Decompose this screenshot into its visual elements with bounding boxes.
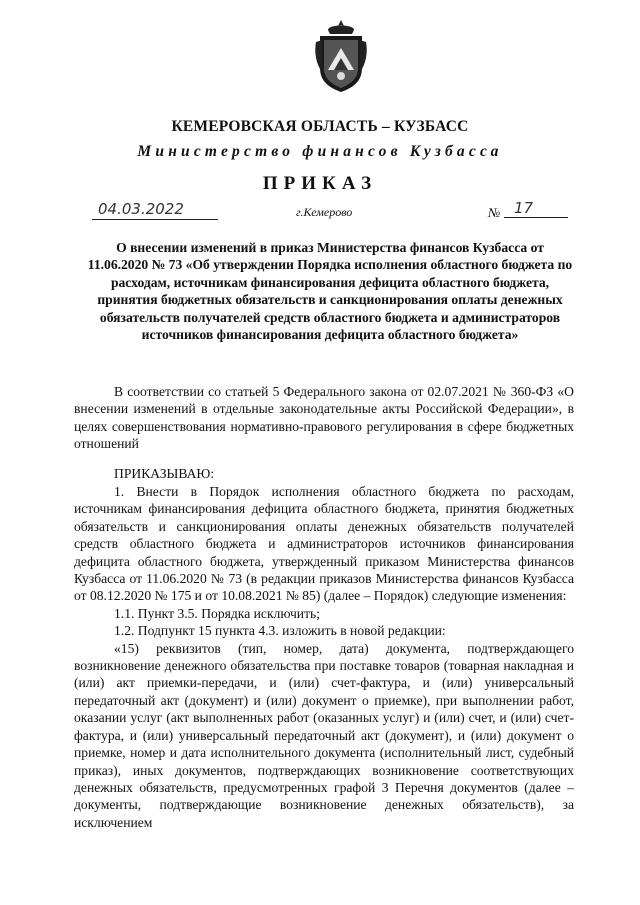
order-word: ПРИКАЗЫВАЮ: — [114, 466, 215, 481]
paragraph: 1.1. Пункт 3.5. Порядка исключить; — [114, 605, 321, 621]
ministry-name: Министерство финансов Кузбасса — [137, 143, 503, 160]
coat-of-arms-emblem — [314, 18, 368, 94]
document-title: О внесении изменений в приказ Министерства финансов Кузбасса от 11.06.2020 № 73 «Об утверждении Порядка исполнения областного бюджета по расходам, источникам финансирования дефицита областного бюджета, принятия бюджетных обязательств и санкционирования оплаты денежных обязательств получателей средств областного бюджета и администраторов источников финансирования дефицита областного бюджета» — [87, 240, 573, 343]
paragraph: «15) реквизитов (тип, номер, дата) документа, подтверждающего возникновение денежного обязательства при поставке товаров (товарная накладная и (или) акт приемки-передачи, и (или) счет-фактура, и (или) универсальный передаточный акт (документ) и (или) документ о приемке), при выполнении работ, оказании услуг (акт выполненных работ (оказанных услуг) и (или) счет, и (или) счет-фактура, и (или) универсальный передаточный акт (документ), и (или) документ о приемке, номер и дата исполнительного документа (исполнительный лист, судебный приказ), иных документов, подтверждающих возникновение соответствующих денежных обязательств, предусмотренных графой 3 Перечня документов (далее – документы, подтверждающие возникновение денежных обязательств), за исключением — [74, 640, 574, 830]
document-city: г.Кемерово — [296, 205, 353, 219]
number-label: № — [488, 205, 501, 220]
preamble — [74, 383, 574, 453]
document-number: 17 — [504, 198, 568, 218]
paragraph: 1.2. Подпункт 15 пункта 4.3. изложить в новой редакции: — [114, 623, 446, 639]
order-body — [74, 483, 574, 831]
paragraph: 1. Внести в Порядок исполнения областного бюджета по расходам, источникам финансирования дефицита областного бюджета, принятия бюджетных обязательств и санкционирования оплаты денежных обязательств получателей средств областного бюджета и администраторов источников финансирования дефицита областного бюджета, утвержденный приказом Министерства финансов Кузбасса от 11.06.2020 № 73 (в редакции приказов Министерства финансов Кузбасса от 08.12.2020 № 175 и от 10.08.2021 № 85) (далее – Порядок) следующие изменения: — [74, 484, 574, 604]
document-type: ПРИКАЗ — [262, 173, 378, 194]
preamble-text: В соответствии со статьей 5 Федерального закона от 02.07.2021 № 360-ФЗ «О внесении изменений в отдельные законодательные акты Российской Федерации», в целях совершенствования нормативно-правового регулирования в сфере бюджетных отношений — [74, 384, 574, 452]
region-name: КЕМЕРОВСКАЯ ОБЛАСТЬ – КУЗБАСС — [171, 118, 469, 135]
document-date: 04.03.2022 — [92, 200, 218, 220]
